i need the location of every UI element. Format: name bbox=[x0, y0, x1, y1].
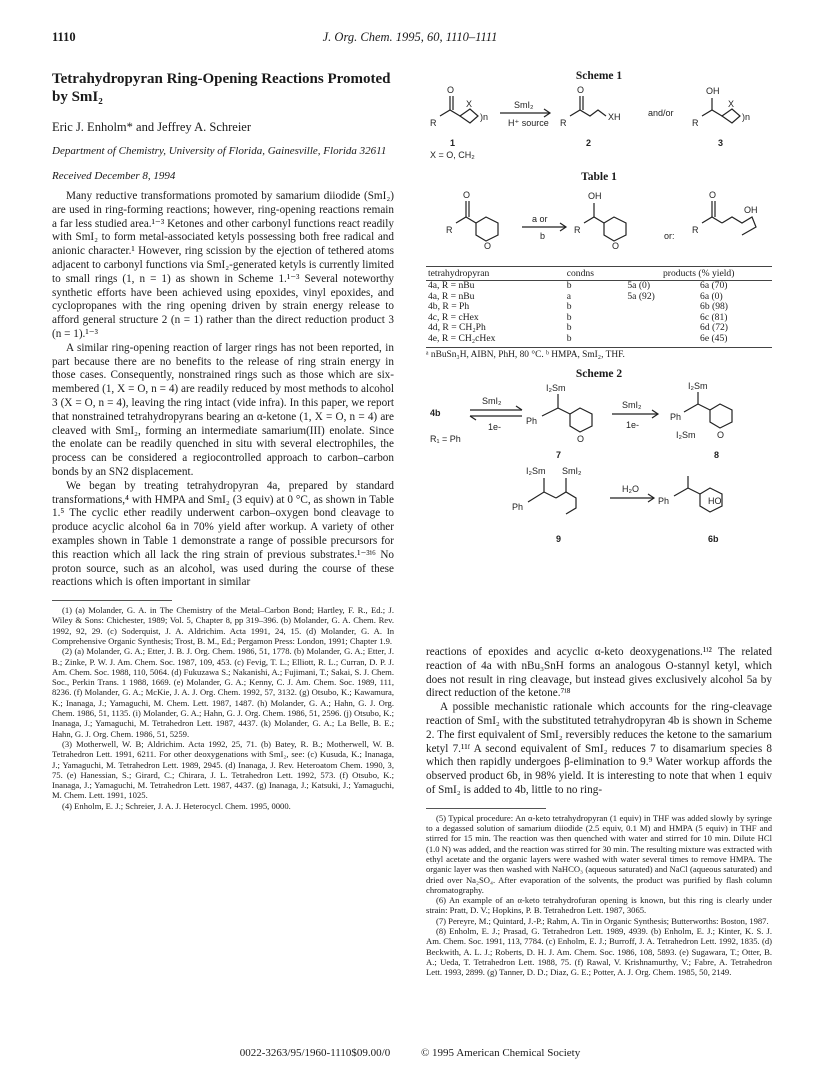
table-cell bbox=[625, 334, 698, 345]
compound-number: 2 bbox=[586, 138, 592, 148]
body-paragraph: reactions of epoxides and acyclic α-keto deoxygenations.¹ⁱ² The related reaction of 4a with nBu₃SnH forms an analogous O-stannyl ketyl, which does not result in ring cleavage, but instead gives exclusively alcohol 5a by direct reduction of the ketone.⁷ⁱ⁸ bbox=[426, 646, 772, 700]
atom-label: O bbox=[447, 85, 455, 95]
running-header bbox=[52, 30, 768, 48]
table-cell: b bbox=[566, 332, 572, 344]
atom-label: R bbox=[692, 118, 699, 128]
atom-label: O bbox=[709, 190, 717, 200]
thp-ring bbox=[570, 408, 592, 432]
page-footer bbox=[0, 1047, 820, 1059]
copyright: © 1995 American Chemical Society bbox=[420, 1047, 581, 1059]
body-paragraph: Many reductive transformations promoted by samarium diiodide (SmI₂) are used in ring-forming reactions; however, ring-opening reactions remain a far less studied area.¹⁻³ Ketones and other carbonyl functions react readily with SmI₂ to form metal-associated ketyls possessing both free radical and anionic character.¹ However, ring scission by the ejection of tethered atoms adjacent to carbonyl functions via SmI₂-generated ketyls is currently limited to small rings (1, n = 1) as shown in Scheme 1.¹⁻³ Several noteworthy synthetic efforts have been achieved using epoxides, vinyl epoxides, and cyclopropanes with the ring opening driven by strain energy release to afford general structure 2 (n = 1) rather than the direct reduction product 3 (n = 1).¹⁻³ bbox=[52, 190, 394, 340]
arrow-label: a or bbox=[532, 214, 548, 224]
footnote-divider bbox=[426, 808, 546, 809]
affiliation: Department of Chemistry, University of Florida, Gainesville, Florida 32611 bbox=[52, 145, 387, 157]
compound-number: 8 bbox=[714, 450, 720, 460]
right-column bbox=[426, 70, 772, 978]
table-footnote: ᵃ nBuSn₃H, AIBN, PhH, 80 °C. ᵇ HMPA, SmI₂, THF. bbox=[426, 347, 772, 360]
reagent-label: H₂O bbox=[622, 484, 639, 494]
author-list: Eric J. Enholm* and Jeffrey A. Schreier bbox=[52, 120, 252, 134]
footnote-divider bbox=[52, 600, 172, 601]
column-header: tetrahydropyran bbox=[428, 268, 490, 279]
table-1-diagram bbox=[426, 183, 772, 257]
andor-label: and/or bbox=[648, 108, 674, 118]
atom-label: O bbox=[463, 190, 471, 200]
atom-label: I₂Sm bbox=[676, 430, 696, 440]
reagent-label: 1e- bbox=[488, 422, 502, 432]
atom-label: Ph bbox=[670, 412, 682, 422]
bond bbox=[456, 217, 476, 223]
atom-label: )n bbox=[480, 112, 489, 122]
body-paragraph: A similar ring-opening reaction of larger rings has not been reported, in part because there are no benefits to the release of ring strain energy in those cases. Consequently, nonstrained rings such as those which are six-membered (1, X = O, n = 4) are readily reduced by most methods to alcohol 3 (X = O, n = 4), leaving the ring intact (vide infra). In this paper, we report that nonstrained tetrahydropyrans bearing an α-ketone (1, X = O, n = 4) are cleaved with SmI₂, forming an intermediate samarium(III) enolate. Since the enolate can be readily quenched in situ with several electrophiles, the process can be considered a regiocontrolled approach to carbon–carbon bonds by an SN2 displacement. bbox=[52, 341, 394, 478]
thp-ring bbox=[710, 404, 732, 428]
thp-ring bbox=[476, 217, 498, 241]
thp-ring bbox=[604, 217, 626, 241]
scheme-1-diagram bbox=[426, 82, 772, 160]
bond bbox=[722, 217, 756, 235]
atom-label: )n bbox=[742, 112, 751, 122]
table-cell: 6a (0) bbox=[700, 290, 723, 302]
atom-label: R bbox=[692, 225, 699, 235]
column-header: products (% yield) bbox=[662, 268, 735, 279]
scheme-1-title: Scheme 1 bbox=[575, 70, 623, 82]
arrow-label: b bbox=[540, 231, 546, 241]
atom-label: O bbox=[577, 434, 585, 444]
arrowhead bbox=[470, 416, 476, 420]
arrowhead bbox=[516, 406, 522, 410]
atom-label: I₂Sm bbox=[688, 381, 708, 391]
table-1-title: Table 1 bbox=[581, 171, 617, 183]
table-cell: 5a (92) bbox=[627, 290, 655, 302]
atom-label: OH bbox=[744, 205, 758, 215]
footnote: (2) (a) Molander, G. A.; Etter, J. B. J. Org. Chem. 1986, 51, 1778. (b) Molander, G. A.; Etter, J. B.; Zinke, P. W. J. Am. Chem. Soc. 1987, 109, 453. (c) Fevig, T. L.; Elliott, R. L.; Curran, D. P. J. Am. Chem. Soc. 1988, 110, 5064. (d) Fukuzawa S.; Nakanishi, A.; Fujimani, T.; Sakai, S. J. Chem. Soc., Perkin Trans. 1 1988, 1669. (e) Molander, G. A.; Kenny, C. J. Am. Chem. Soc. 1989, 111, 8236. (f) Molander, G. A.; McKie, J. A. J. Org. Chem. 1992, 57, 3132. (g) Otsubo, K.; Kawamura, K.; Inanaga, J.; Yamaguchi, M. Chem. Lett. 1987, 1487. (h) Molander, G. A.; Hahn, G. J. Org. Chem. 1986, 51, 1135. (i) Molander, G. A.; Hahn, G. J. Org. Chem. 1986, 51, 2596. (j) Otsubo, K.; Inanaga, J.; Yamaguchi, M. Tetrahedron Lett. 1987, 4437. (k) Molander, G. A.; La Belle, B. E.; Hahn, G. J. Org. Chem. 1986, 51, 5259. bbox=[52, 646, 394, 739]
compound-number: 4b bbox=[430, 408, 441, 418]
body-paragraph: We began by treating tetrahydropyran 4a, prepared by standard transformations,⁴ with HMPA and SmI₂ (3 equiv) at 0 °C, as shown in Table 1.⁵ The cyclic ether readily underwent carbon–oxygen bond cleavage to produce acyclic alcohol 6a in 70% yield after workup. A variety of other examples shown in Table 1 demonstrate a range of possible precursors for this reaction which all lack the ring strain of previous substrates.¹⁻³ⁱ⁶ No proton source, such as an alcohol, was used during the course of these reactions which is often important in similar bbox=[52, 479, 394, 589]
atom-label: OH bbox=[706, 86, 720, 96]
table-cell: 4b, R = Ph bbox=[428, 301, 470, 312]
compound-number: 3 bbox=[718, 138, 724, 148]
bond bbox=[542, 408, 570, 416]
bond bbox=[674, 488, 700, 496]
ring bbox=[722, 109, 740, 123]
footnote: (5) Typical procedure: An α-keto tetrahydropyran (1 equiv) in THF was added slowly by syringe to a degassed solution of samarium diiodide (2.5 equiv, 0.1 M) and HMPA (5 equiv) in THF and stirred for 15 min. The reaction was then quenched with water and stirred for 10 min. Dilute HCl (1.0 N) was added, and the reaction was stirred for 30 min. The resulting mixture was extracted with ethyl acetate and the organic layers were washed with water several times to remove HMPA. The organic layer was then washed with NaHCO₃ (aqueous saturated) and NaCl (aqueous saturated) and dried over Na₂SO₄. After evaporation of the solvents, the product was purified by flash column chromatography. bbox=[426, 812, 772, 895]
scheme-2-diagram bbox=[426, 380, 772, 580]
footnote: (7) Pereyre, M.; Quintard, J.-P.; Rahm, A. Tin in Organic Synthesis; Butterworths: Boston, 1987. bbox=[436, 915, 769, 926]
table-cell bbox=[625, 323, 698, 334]
atom-label: XH bbox=[608, 112, 621, 122]
table-cell: a bbox=[566, 290, 572, 302]
bond bbox=[570, 110, 606, 116]
table-cell: 4a, R = nBu bbox=[428, 290, 475, 302]
column-header: condns bbox=[566, 268, 594, 279]
page-number: 1110 bbox=[52, 30, 76, 44]
bond bbox=[702, 110, 722, 116]
table-cell: 6d (72) bbox=[700, 322, 729, 333]
body-paragraph: A possible mechanistic rationale which accounts for the ring-cleavage reaction of SmI₂ with the substituted tetrahydropyran 4b is shown in Scheme 2. The first equivalent of SmI₂ reversibly reduces the ketone to the samarium ketyl 7.¹¹ᶠ A second equivalent of SmI₂ reduces 7 to disamarium species 8 which then rapidly undergoes β-elimination to 9.⁹ Water workup affords the observed product 6b, in 98% yield. It is interesting to note that when 1 equiv of SmI₂ is added to 4b, little to no ring- bbox=[426, 701, 772, 796]
reagent-label: SmI₂ bbox=[482, 396, 502, 406]
table-cell: 6a (70) bbox=[700, 280, 728, 291]
bond bbox=[556, 492, 576, 514]
atom-label: O bbox=[717, 430, 725, 440]
compound-number: 1 bbox=[450, 138, 456, 148]
reagent-label: SmI₂ bbox=[514, 100, 534, 110]
footnote: (3) Motherwell, W. B; Aldrichim. Acta 1992, 25, 71. (b) Batey, R. B.; Motherwell, W. B. Tetrahedron Lett. 1991, 6211. For other deoxygenations with SmI₂, see: (c) Kusuda, K.; Inanaga, J.; Yamaguchi, M. Tetrahedron Lett. 1989, 2945. (d) Inanaga, J. Rev. Heteroatom Chem. 1990, 3, 75. (e) Hanessian, S.; Girard, C.; Chirara, J. L. Tetrahedron Lett. 1992, 573. (f) Otsubo, K.; Inanaga, J.; Yamaguchi, M. Tetrahedron Lett. 1987, 4437. (g) Inanaga, J.; Katsuki, J.; Yamaguchi, M. Chem. Lett. 1991, 1025. bbox=[52, 738, 394, 801]
compound-number: 6b bbox=[708, 534, 719, 544]
table-cell: 6c (81) bbox=[700, 311, 728, 323]
atom-label: O bbox=[577, 85, 585, 95]
x-definition: X = O, CH₂ bbox=[430, 150, 475, 160]
table-cell: b bbox=[566, 301, 572, 312]
bond bbox=[584, 217, 604, 223]
table-cell: b bbox=[566, 311, 572, 323]
ring bbox=[460, 109, 478, 123]
footnote: (8) Enholm, E. J.; Prasad, G. Tetrahedron Lett. 1989, 4939. (b) Enholm, E. J.; Kinter, K. S. J. Am. Chem. Soc. 1991, 113, 7784. (c) Enholm, E. J.; Burroff, J. A. Tetrahedron Lett. 1992, 1835. (d) Beckwith, A. L. J.; Roberts, D. H. J. Am. Chem. Soc. 1986, 108, 5893. (e) Sugawara, T.; Otter, B. A.; Ueda, T. Tetrahedron Lett. 1988, 75. (f) Rawal, V. Krishnamurthy, V.; Fabre, A. Tetrahedron Lett. 1993, 2899. (g) Tanner, D. D.; Diaz, G. E.; Potter, A. J. Org. Chem. 1985, 50, 2149. bbox=[426, 926, 772, 978]
article-code: 0022-3263/95/1960-1110$09.00/0 bbox=[239, 1047, 391, 1059]
atom-label: SmI₂ bbox=[562, 466, 582, 476]
atom-label: O bbox=[484, 241, 492, 251]
atom-label: HO bbox=[708, 496, 722, 506]
compound-number: 7 bbox=[556, 450, 562, 460]
table-cell bbox=[625, 302, 698, 313]
journal-citation: J. Org. Chem. 1995, 60, 1110–1111 bbox=[322, 30, 498, 44]
table-row bbox=[426, 334, 772, 345]
table-cell: 4a, R = nBu bbox=[428, 280, 475, 291]
table-row bbox=[426, 302, 772, 313]
footnote: (6) An example of an α-keto tetrahydrofuran opening is known, but this ring is clearly under strain: Pratt, D. V.; Hopkins, P. B. Tetrahedron Lett. 1987, 3065. bbox=[426, 895, 772, 916]
table-1 bbox=[426, 266, 772, 344]
reagent-label: SmI₂ bbox=[622, 400, 642, 410]
footnote: (4) Enholm, E. J.; Schreier, J. A. J. Heterocycl. Chem. 1995, 0000. bbox=[62, 800, 291, 811]
atom-label: I₂Sm bbox=[526, 466, 546, 476]
atom-label: OH bbox=[588, 191, 602, 201]
scheme-2-title: Scheme 2 bbox=[575, 368, 623, 380]
bond bbox=[702, 217, 722, 223]
table-cell bbox=[625, 313, 698, 324]
reagent-label: 1e- bbox=[626, 420, 640, 430]
atom-label: X bbox=[466, 99, 473, 109]
atom-label: X bbox=[728, 99, 735, 109]
atom-label: R bbox=[430, 118, 437, 128]
atom-label: R bbox=[560, 118, 567, 128]
table-row bbox=[426, 323, 772, 334]
footnote: (1) (a) Molander, G. A. in The Chemistry of the Metal–Carbon Bond; Hartley, F. R., Ed.; J. Wiley & Sons: Chichester, 1989; Vol. 5, Chapter 8, pp 319–396. (b) Molander, G. A. Chem. Rev. 1992, 92, 29. (c) Soderquist, J. A. Aldrichim. Acta 1991, 24, 15. (d) Molander, G. A. In Comprehensive Organic Synthesis; Trost, B. M., Ed.; Pergamon Press: London, 1991; Chapter 1.9. bbox=[52, 605, 394, 646]
right-body-text bbox=[426, 646, 772, 978]
atom-label: R bbox=[446, 225, 453, 235]
table-cell: 6e (45) bbox=[700, 332, 728, 344]
atom-label: Ph bbox=[526, 416, 538, 426]
atom-label: Ph bbox=[512, 502, 524, 512]
table-cell: 4d, R = CH₂Ph bbox=[428, 322, 486, 333]
bond bbox=[528, 492, 556, 502]
r1-definition: R₁ = Ph bbox=[430, 434, 461, 444]
atom-label: Ph bbox=[658, 496, 670, 506]
article-title: Tetrahydropyran Ring-Opening Reactions Promoted by SmI₂ bbox=[52, 71, 391, 105]
table-cell: b bbox=[566, 280, 572, 291]
table-cell: 5a (0) bbox=[627, 280, 651, 291]
atom-label: I₂Sm bbox=[546, 383, 566, 393]
received-date: Received December 8, 1994 bbox=[52, 170, 176, 182]
compound-number: 9 bbox=[556, 534, 562, 544]
left-column bbox=[52, 70, 394, 811]
bond bbox=[684, 404, 710, 412]
atom-label: O bbox=[612, 241, 620, 251]
bond bbox=[440, 110, 460, 116]
table-cell: 4e, R = CH₂cHex bbox=[428, 332, 496, 344]
or-label: or: bbox=[664, 231, 675, 241]
table-cell: 6b (98) bbox=[700, 301, 729, 312]
table-cell: 4c, R = cHex bbox=[428, 311, 479, 323]
table-row bbox=[426, 281, 772, 292]
table-cell: b bbox=[566, 322, 572, 333]
atom-label: R bbox=[574, 225, 581, 235]
reagent-label: H⁺ source bbox=[508, 118, 549, 128]
